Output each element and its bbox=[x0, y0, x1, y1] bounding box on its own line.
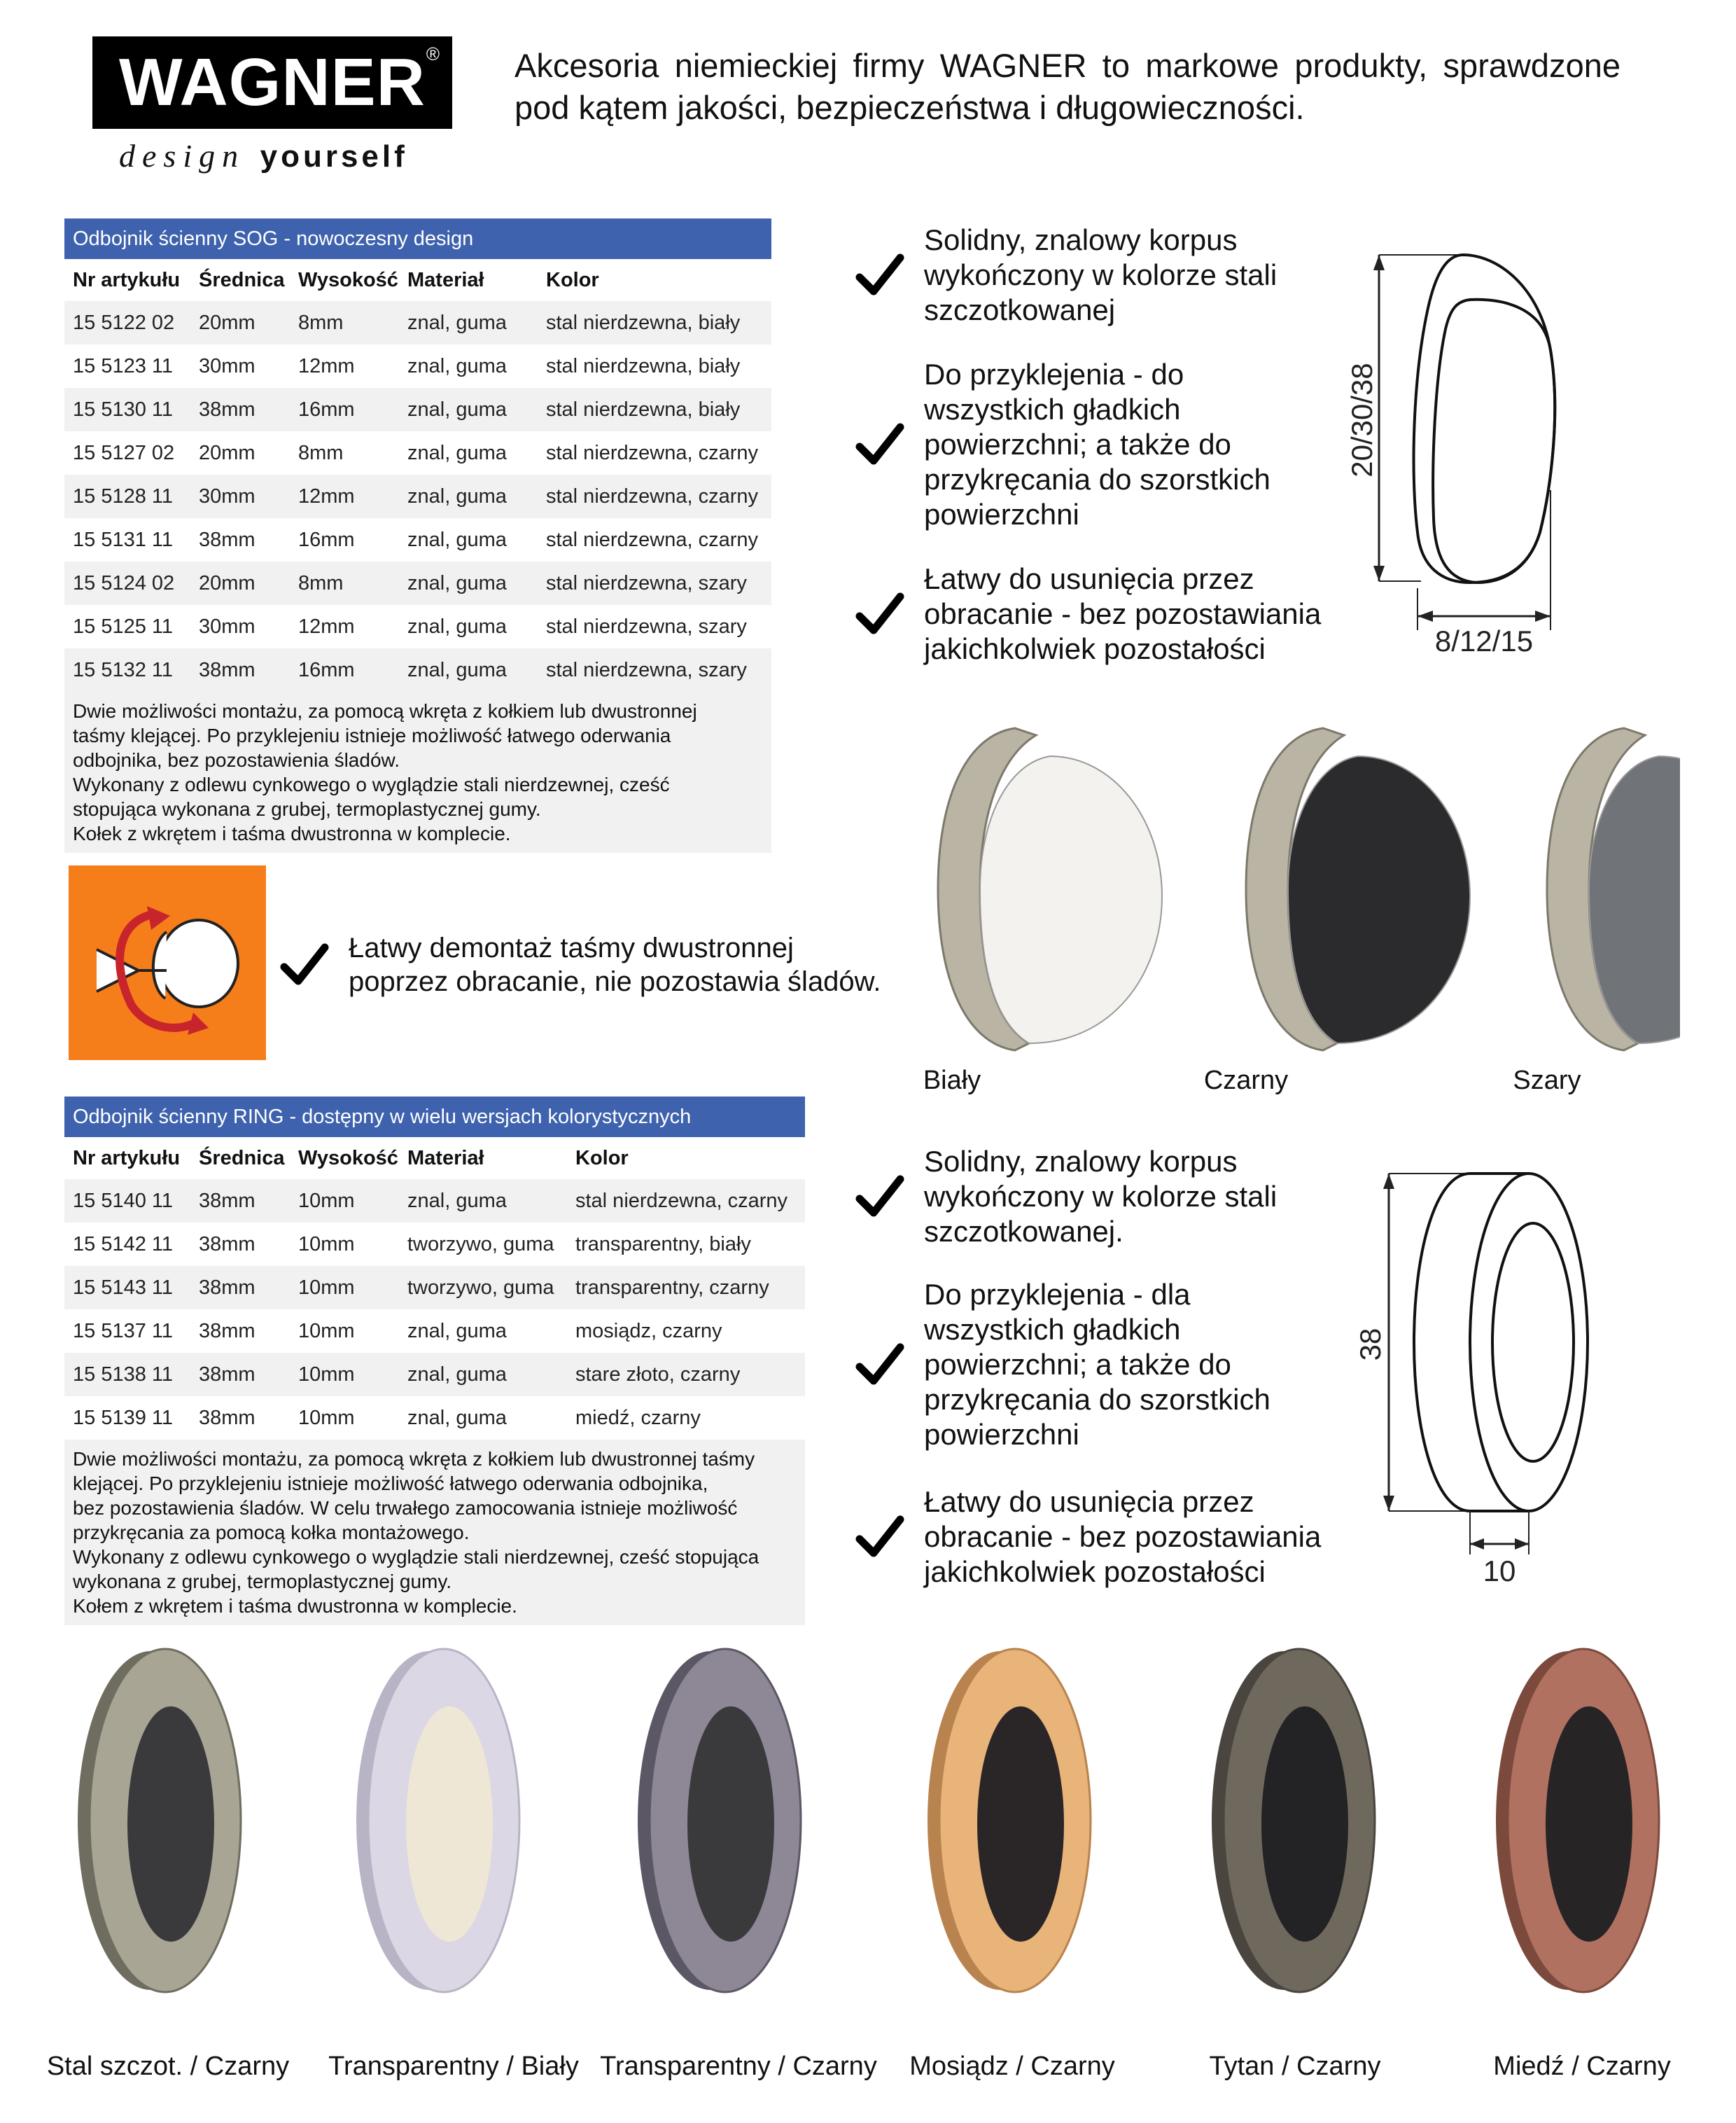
table-cell: 38mm bbox=[199, 1190, 255, 1212]
sog-height-label: 20/30/38 bbox=[1345, 363, 1378, 478]
ring-product-2 bbox=[356, 1649, 519, 1992]
note-line: stopująca wykonana z grubej, termoplastycznej gumy. bbox=[73, 798, 541, 820]
table-cell: 30mm bbox=[199, 485, 255, 508]
note-line: wykonana z grubej, termoplastycznej gumy. bbox=[73, 1571, 452, 1592]
table-cell: 12mm bbox=[298, 615, 355, 638]
table-cell: 38mm bbox=[199, 1320, 255, 1342]
feature-text bbox=[924, 1144, 1277, 1249]
feature-text bbox=[349, 931, 881, 998]
ring-height-label: 38 bbox=[1354, 1328, 1387, 1361]
table-cell: 8mm bbox=[298, 312, 344, 334]
feature-line: Łatwy do usunięcia przez bbox=[924, 1485, 1254, 1518]
table-cell: 12mm bbox=[298, 485, 355, 508]
logo-text: WAGNER bbox=[119, 45, 426, 120]
feature-line: powierzchni bbox=[924, 1418, 1079, 1451]
note-line: Dwie możliwości montażu, za pomocą wkręta z kołkiem lub dwustronnej taśmy bbox=[73, 1448, 755, 1470]
table-cell: 15 5142 11 bbox=[73, 1233, 173, 1255]
table-cell: 38mm bbox=[199, 659, 255, 681]
sog-feature-2 bbox=[855, 357, 1270, 532]
table-cell: 38mm bbox=[199, 1363, 255, 1386]
feature-text bbox=[924, 562, 1321, 667]
table-cell: znal, guma bbox=[407, 1407, 507, 1429]
ring-center bbox=[1261, 1706, 1348, 1942]
table-cell: znal, guma bbox=[407, 1320, 507, 1342]
ring-caption: Transparentny / Biały bbox=[328, 2052, 579, 2081]
table-cell: tworzywo, guma bbox=[407, 1233, 554, 1255]
table-cell: 15 5131 11 bbox=[73, 529, 173, 551]
table-cell: 30mm bbox=[199, 615, 255, 638]
table-cell: stal nierdzewna, czarny bbox=[546, 529, 759, 551]
table-cell: 8mm bbox=[298, 572, 344, 594]
checkmark-icon bbox=[855, 420, 904, 469]
table-cell: 30mm bbox=[199, 355, 255, 377]
ring-technical-drawing bbox=[1330, 1155, 1624, 1589]
ring-feature-2 bbox=[855, 1277, 1270, 1452]
column-header: Średnica bbox=[199, 269, 285, 291]
table-cell: stal nierdzewna, szary bbox=[546, 659, 747, 681]
sog-product-1 bbox=[938, 728, 1162, 1050]
feature-line: wykończony w kolorze stali bbox=[924, 258, 1278, 291]
table-cell: 15 5140 11 bbox=[73, 1190, 173, 1212]
product-face bbox=[1288, 756, 1470, 1043]
note-line: Wykonany z odlewu cynkowego o wyglądzie stali nierdzewnej, cześć stopująca bbox=[73, 1546, 760, 1568]
table-cell: 15 5124 02 bbox=[73, 572, 175, 594]
feature-line: przykręcania do szorstkich bbox=[924, 1383, 1270, 1416]
table-row bbox=[64, 344, 771, 388]
table-cell: znal, guma bbox=[407, 1190, 507, 1212]
column-header: Nr artykułu bbox=[73, 269, 181, 291]
column-header: Materiał bbox=[407, 269, 484, 291]
sog-product-photos bbox=[868, 714, 1680, 1064]
table-cell: znal, guma bbox=[407, 529, 507, 551]
sog-product-3 bbox=[1547, 728, 1680, 1050]
table-cell: stal nierdzewna, biały bbox=[546, 355, 741, 377]
table-cell: 38mm bbox=[199, 529, 255, 551]
table-row bbox=[64, 1223, 805, 1266]
table-row bbox=[64, 475, 771, 518]
feature-text bbox=[924, 1484, 1321, 1589]
table-row bbox=[64, 1179, 805, 1223]
column-header: Wysokość bbox=[298, 269, 398, 291]
table-cell: transparentny, czarny bbox=[575, 1276, 769, 1299]
table-cell: 20mm bbox=[199, 312, 255, 334]
table-cell: stal nierdzewna, biały bbox=[546, 398, 741, 421]
checkmark-icon bbox=[855, 590, 904, 639]
feature-line: poprzez obracanie, nie pozostawia śladów. bbox=[349, 966, 881, 997]
ring-table-header-row bbox=[64, 1137, 805, 1179]
ring-caption: Stal szczot. / Czarny bbox=[46, 2052, 290, 2081]
ring-caption: Transparentny / Czarny bbox=[600, 2052, 877, 2081]
column-header: Kolor bbox=[575, 1147, 629, 1169]
table-cell: znal, guma bbox=[407, 572, 507, 594]
table-cell: 10mm bbox=[298, 1363, 355, 1386]
table-cell: 15 5143 11 bbox=[73, 1276, 173, 1299]
table-cell: 8mm bbox=[298, 442, 344, 464]
table-cell: znal, guma bbox=[407, 485, 507, 508]
checkmark-icon bbox=[855, 1172, 904, 1221]
ring-center bbox=[687, 1706, 774, 1942]
ring-product-5 bbox=[1212, 1649, 1375, 1992]
ring-caption: Mosiądz / Czarny bbox=[909, 2052, 1115, 2081]
table-cell: znal, guma bbox=[407, 1363, 507, 1386]
ring-product-4 bbox=[927, 1649, 1091, 1992]
feature-line: jakichkolwiek pozostałości bbox=[924, 1555, 1266, 1588]
table-cell: 15 5139 11 bbox=[73, 1407, 173, 1429]
table-cell: 15 5123 11 bbox=[73, 355, 173, 377]
table-cell: miedź, czarny bbox=[575, 1407, 701, 1429]
note-line: Wykonany z odlewu cynkowego o wyglądzie stali nierdzewnej, cześć bbox=[73, 774, 670, 795]
feature-line: obracanie - bez pozostawiania bbox=[924, 1520, 1322, 1553]
note-line: Kołem z wkrętem i taśma dwustronna w komplecie. bbox=[73, 1595, 517, 1617]
ring-feature-3 bbox=[855, 1484, 1321, 1589]
table-cell: znal, guma bbox=[407, 442, 507, 464]
wagner-logo bbox=[92, 36, 452, 129]
table-row bbox=[64, 518, 771, 562]
tape-removal-icon bbox=[69, 865, 266, 1060]
ring-feature-1 bbox=[855, 1144, 1277, 1249]
table-cell: stal nierdzewna, czarny bbox=[546, 485, 759, 508]
ring-product-1 bbox=[78, 1649, 241, 1992]
table-cell: tworzywo, guma bbox=[407, 1276, 554, 1299]
ring-caption: Tytan / Czarny bbox=[1209, 2052, 1381, 2081]
checkmark-icon bbox=[855, 251, 904, 300]
table-row bbox=[64, 1353, 805, 1396]
feature-line: Do przyklejenia - do bbox=[924, 358, 1184, 391]
ring-product-3 bbox=[638, 1649, 801, 1992]
table-cell: 15 5125 11 bbox=[73, 615, 173, 638]
sog-feature-3 bbox=[855, 562, 1321, 667]
note-line: bez pozostawienia śladów. W celu trwałego zamocowania istnieje możliwość bbox=[73, 1497, 738, 1519]
tagline-design: design bbox=[119, 138, 246, 174]
table-cell: 20mm bbox=[199, 442, 255, 464]
feature-line: szczotkowanej. bbox=[924, 1215, 1124, 1248]
note-line: przykręcania za pomocą kołka montażowego. bbox=[73, 1522, 470, 1543]
note-line: odbojnika, bez pozostawienia śladów. bbox=[73, 749, 400, 771]
table-cell: 10mm bbox=[298, 1407, 355, 1429]
sog-feature-1 bbox=[855, 223, 1277, 328]
table-cell: mosiądz, czarny bbox=[575, 1320, 722, 1342]
registered-mark: ® bbox=[426, 43, 440, 64]
column-header: Materiał bbox=[407, 1147, 484, 1169]
ring-product-photos bbox=[0, 1645, 1736, 2038]
table-row bbox=[64, 1266, 805, 1309]
table-cell: 12mm bbox=[298, 355, 355, 377]
table-row bbox=[64, 605, 771, 648]
table-cell: znal, guma bbox=[407, 615, 507, 638]
feature-line: powierzchni; a także do bbox=[924, 1348, 1231, 1381]
column-header: Wysokość bbox=[298, 1147, 398, 1169]
feature-text bbox=[924, 1277, 1270, 1452]
table-cell: 20mm bbox=[199, 572, 255, 594]
note-line: Kołek z wkrętem i taśma dwustronna w komplecie. bbox=[73, 823, 511, 844]
table-cell: 15 5137 11 bbox=[73, 1320, 173, 1342]
feature-line: Łatwy do usunięcia przez bbox=[924, 562, 1254, 595]
table-cell: 15 5132 11 bbox=[73, 659, 173, 681]
product-face bbox=[980, 756, 1162, 1043]
checkmark-icon bbox=[855, 1512, 904, 1561]
table-row bbox=[64, 388, 771, 431]
ring-product-6 bbox=[1496, 1649, 1659, 1992]
ring-table-title: Odbojnik ścienny RING - dostępny w wielu wersjach kolorystycznych bbox=[64, 1097, 805, 1137]
ring-center bbox=[1546, 1706, 1632, 1942]
table-cell: znal, guma bbox=[407, 659, 507, 681]
sog-table-title: Odbojnik ścienny SOG - nowoczesny design bbox=[64, 218, 771, 259]
table-cell: 15 5122 02 bbox=[73, 312, 175, 334]
table-row bbox=[64, 562, 771, 605]
sog-spec-table bbox=[64, 218, 771, 853]
feature-line: Solidny, znalowy korpus bbox=[924, 223, 1238, 256]
feature-line: Łatwy demontaż taśmy dwustronnej bbox=[349, 933, 794, 963]
ring-spec-table bbox=[64, 1097, 805, 1625]
column-header: Nr artykułu bbox=[73, 1147, 181, 1169]
table-cell: stal nierdzewna, szary bbox=[546, 615, 747, 638]
table-cell: 16mm bbox=[298, 659, 355, 681]
ring-center bbox=[977, 1706, 1064, 1942]
table-cell: 10mm bbox=[298, 1276, 355, 1299]
feature-line: wykończony w kolorze stali bbox=[924, 1180, 1278, 1213]
table-cell: 38mm bbox=[199, 1233, 255, 1255]
table-cell: 16mm bbox=[298, 529, 355, 551]
table-cell: transparentny, biały bbox=[575, 1233, 751, 1255]
table-cell: stal nierdzewna, biały bbox=[546, 312, 741, 334]
ring-caption: Miedź / Czarny bbox=[1493, 2052, 1671, 2081]
logo-tagline bbox=[119, 137, 408, 174]
column-header: Kolor bbox=[546, 269, 599, 291]
feature-line: jakichkolwiek pozostałości bbox=[924, 632, 1266, 665]
feature-text bbox=[924, 357, 1270, 532]
table-cell: 15 5127 02 bbox=[73, 442, 175, 464]
table-cell: 10mm bbox=[298, 1320, 355, 1342]
feature-line: przykręcania do szorstkich bbox=[924, 463, 1270, 496]
feature-line: Solidny, znalowy korpus bbox=[924, 1145, 1238, 1178]
note-line: Dwie możliwości montażu, za pomocą wkręta z kołkiem lub dwustronnej bbox=[73, 700, 697, 722]
table-cell: 16mm bbox=[298, 398, 355, 421]
sog-table-note bbox=[64, 692, 771, 853]
table-cell: znal, guma bbox=[407, 355, 507, 377]
tape-removal-feature bbox=[280, 931, 881, 998]
feature-line: powierzchni bbox=[924, 498, 1079, 531]
feature-line: wszystkich gładkich bbox=[924, 393, 1181, 426]
table-row bbox=[64, 1396, 805, 1440]
sog-table-body bbox=[64, 301, 771, 692]
note-line: taśmy klejącej. Po przyklejeniu istnieje możliwość łatwego oderwania bbox=[73, 725, 671, 746]
sog-width-label: 8/12/15 bbox=[1434, 625, 1534, 657]
feature-text bbox=[924, 223, 1277, 328]
table-cell: 15 5138 11 bbox=[73, 1363, 173, 1386]
checkmark-icon bbox=[855, 1340, 904, 1389]
sog-caption-czarny: Czarny bbox=[1203, 1066, 1289, 1095]
ring-center bbox=[127, 1706, 214, 1942]
column-header: Średnica bbox=[199, 1147, 285, 1169]
sog-caption-bialy: Biały bbox=[923, 1066, 981, 1095]
checkmark-icon bbox=[280, 940, 329, 989]
table-cell: znal, guma bbox=[407, 312, 507, 334]
table-cell: 38mm bbox=[199, 1407, 255, 1429]
table-cell: 10mm bbox=[298, 1190, 355, 1212]
table-cell: stare złoto, czarny bbox=[575, 1363, 741, 1386]
table-cell: 15 5130 11 bbox=[73, 398, 173, 421]
rotate-removal-icon bbox=[69, 865, 266, 1060]
feature-line: szczotkowanej bbox=[924, 293, 1116, 326]
sog-product-2 bbox=[1246, 728, 1470, 1050]
feature-line: powierzchni; a także do bbox=[924, 428, 1231, 461]
table-cell: stal nierdzewna, czarny bbox=[575, 1190, 788, 1212]
sog-technical-drawing bbox=[1330, 238, 1624, 658]
table-cell: 38mm bbox=[199, 398, 255, 421]
table-row bbox=[64, 431, 771, 475]
ring-table-body bbox=[64, 1179, 805, 1440]
feature-line: wszystkich gładkich bbox=[924, 1313, 1181, 1346]
sog-table-header-row bbox=[64, 259, 771, 301]
ring-width-label: 10 bbox=[1483, 1554, 1516, 1587]
table-row bbox=[64, 1309, 805, 1353]
note-line: klejącej. Po przyklejeniu istnieje możliwość łatwego oderwania odbojnika, bbox=[73, 1473, 708, 1494]
tagline-yourself: yourself bbox=[260, 139, 408, 174]
table-cell: 15 5128 11 bbox=[73, 485, 173, 508]
feature-line: obracanie - bez pozostawiania bbox=[924, 597, 1322, 630]
ring-center bbox=[406, 1706, 493, 1942]
table-row bbox=[64, 648, 771, 692]
table-cell: 10mm bbox=[298, 1233, 355, 1255]
table-cell: stal nierdzewna, szary bbox=[546, 572, 747, 594]
table-row bbox=[64, 301, 771, 344]
sog-caption-szary: Szary bbox=[1513, 1066, 1581, 1095]
intro-text: Akcesoria niemieckiej firmy WAGNER to markowe produkty, sprawdzone pod kątem jakości, bezpieczeństwa i długowieczności. bbox=[514, 47, 1620, 126]
table-cell: znal, guma bbox=[407, 398, 507, 421]
table-cell: 38mm bbox=[199, 1276, 255, 1299]
feature-line: Do przyklejenia - dla bbox=[924, 1278, 1191, 1311]
table-cell: stal nierdzewna, czarny bbox=[546, 442, 759, 464]
ring-table-note bbox=[64, 1440, 805, 1625]
